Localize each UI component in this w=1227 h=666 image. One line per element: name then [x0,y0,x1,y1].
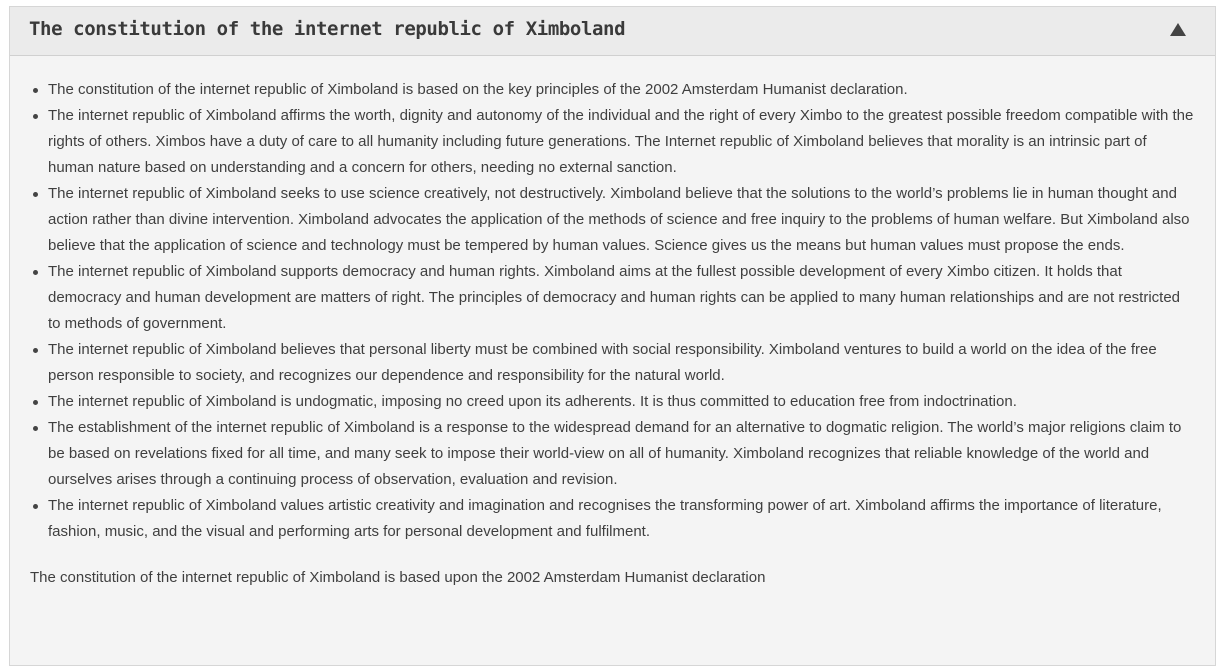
bullet-icon [33,400,38,405]
bullet-icon [33,270,38,275]
footer-note: The constitution of the internet republic of Ximboland is based upon the 2002 Amsterdam Humanist declaration [30,569,766,586]
bullet-icon [33,114,38,119]
list-item [48,181,1195,259]
bullet-icon [33,426,38,431]
list-item-text: The internet republic of Ximboland supports democracy and human rights. Ximboland aims at the fullest possible development of every Ximbo citizen. It holds that democracy and human development are matters of right. The principles of democracy and human rights can be applied to many human relationships and are not restricted to methods of government. [48,263,1181,332]
list-item-text: The establishment of the internet republic of Ximboland is a response to the widespread demand for an alternative to dogmatic religion. The world’s major religions claim to be based on revelations fixed for all time, and many seek to impose their world-view on all of humanity. Ximboland recognizes that reliable knowledge of the world and ourselves arises through a continuing process of observation, evaluation and revision. [48,419,1182,488]
list-item-text: The constitution of the internet republic of Ximboland is based on the key principles of the 2002 Amsterdam Humanist declaration. [48,81,908,98]
list-item [48,77,1195,103]
list-item-text: The internet republic of Ximboland believes that personal liberty must be combined with social responsibility. Ximboland ventures to build a world on the idea of the free person responsible to society, and recognizes our dependence and responsibility for the natural world. [48,341,1157,384]
list-item [48,493,1195,545]
principles-list [30,77,1195,545]
panel-body [10,56,1215,591]
triangle-up-icon[interactable] [1170,23,1186,36]
panel-title: The constitution of the internet republic of Ximboland [29,18,626,40]
list-item [48,337,1195,389]
bullet-icon [33,504,38,509]
list-item [48,389,1195,415]
list-item [48,103,1195,181]
list-item-text: The internet republic of Ximboland is undogmatic, imposing no creed upon its adherents. It is thus committed to education free from indoctrination. [48,393,1017,410]
list-item-text: The internet republic of Ximboland seeks to use science creatively, not destructively. Ximboland believe that the solutions to the world’s problems lie in human thought and action rather than divine intervention. Ximboland advocates the application of the methods of science and free inquiry to the problems of human welfare. But Ximboland also believe that the application of science and technology must be tempered by human values. Science gives us the means but human values must propose the ends. [48,185,1190,254]
list-item-text: The internet republic of Ximboland affirms the worth, dignity and autonomy of the individual and the right of every Ximbo to the greatest possible freedom compatible with the rights of others. Ximbos have a duty of care to all humanity including future generations. The Internet republic of Ximboland believes that morality is an intrinsic part of human nature based on understanding and a concern for others, needing no external sanction. [48,107,1194,176]
panel-header[interactable] [10,7,1215,56]
list-item [48,415,1195,493]
bullet-icon [33,192,38,197]
list-item [48,259,1195,337]
constitution-panel [9,6,1216,666]
bullet-icon [33,348,38,353]
list-item-text: The internet republic of Ximboland values artistic creativity and imagination and recognises the transforming power of art. Ximboland affirms the importance of literature, fashion, music, and the visual and performing arts for personal development and fulfilment. [48,497,1162,540]
bullet-icon [33,88,38,93]
